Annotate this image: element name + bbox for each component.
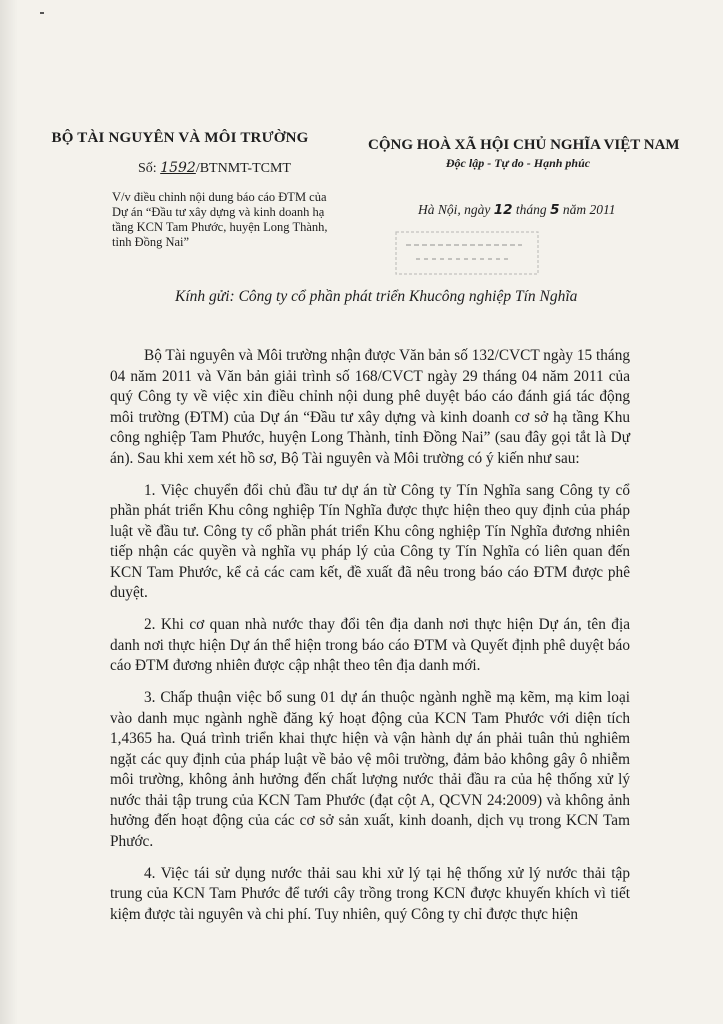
faded-stamp [392, 228, 542, 278]
subject-line: Dự án “Đầu tư xây dựng và kinh doanh hạ [112, 205, 325, 219]
document-number-handwritten: 1592 [160, 160, 196, 176]
national-motto: Độc lập - Tự do - Hạnh phúc [445, 156, 591, 170]
body-paragraph: Bộ Tài nguyên và Môi trường nhận được Văn bản số 132/CVCT ngày 15 tháng 04 năm 2011 và Văn bản giải trình số 168/CVCT ngày 29 tháng 04 năm 2011 của quý Công ty về việc xin điều chỉnh nội dung phê duyệt báo cáo đánh giá tác động môi trường (ĐTM) của Dự án “Đầu tư xây dựng và kinh doanh cơ sở hạ tầng Khu công nghiệp Tam Phước, huyện Long Thành, tỉnh Đồng Nai” (sau đây gọi tắt là Dự án). Sau khi xem xét hồ sơ, Bộ Tài nguyên và Môi trường có ý kiến như sau: [110, 347, 630, 467]
scan-speck [40, 12, 44, 14]
subject-block [112, 190, 412, 250]
date-prefix: Hà Nội, ngày [418, 202, 491, 217]
subject-line: tầng KCN Tam Phước, huyện Long Thành, [112, 220, 328, 234]
date-month-handwritten: 5 [550, 202, 560, 218]
letter-body [110, 346, 630, 937]
document-number-label: Số: [138, 161, 157, 176]
greeting: Kính gửi: Công ty cổ phần phát triển Khucông nghiệp Tín Nghĩa [175, 288, 578, 305]
date-year: năm 2011 [562, 202, 616, 217]
document-number [138, 160, 291, 177]
ministry-name: BỘ TÀI NGUYÊN VÀ MÔI TRƯỜNG [51, 130, 309, 146]
body-paragraph: 4. Việc tái sử dụng nước thải sau khi xử lý tại hệ thống xử lý nước thải tập trung của KCN Tam Phước để tưới cây trồng trong KCN được khuyến khích vì tiết kiệm được tài nguyên và chi phí. Tuy nhiên, quý Công ty chỉ được thực hiện [110, 864, 630, 923]
document-number-suffix: /BTNMT-TCMT [195, 161, 291, 176]
body-paragraph: 3. Chấp thuận việc bổ sung 01 dự án thuộc ngành nghề mạ kẽm, mạ kim loại vào danh mục ngành nghề đăng ký hoạt động của KCN Tam Phước với diện tích 1,4365 ha. Quá trình triển khai thực hiện và vận hành dự án phải tuân thủ nghiêm ngặt các quy định của pháp luật về bảo vệ môi trường, đảm bảo không gây ô nhiễm môi trường, không ảnh hưởng đến chất lượng nước thải đầu ra của hệ thống xử lý nước thải tập trung của KCN Tam Phước (đạt cột A, QCVN 24:2009) và không ảnh hưởng đến hoạt động của các cơ sở sản xuất, kinh doanh, dịch vụ trong KCN Tam Phước. [110, 689, 630, 850]
body-paragraph: 2. Khi cơ quan nhà nước thay đổi tên địa danh nơi thực hiện Dự án, tên địa danh nơi thực hiện Dự án thể hiện trong báo cáo ĐTM và Quyết định phê duyệt báo cáo ĐTM đương nhiên được cập nhật theo tên địa danh mới. [110, 616, 630, 674]
republic-name: CỘNG HOÀ XÃ HỘI CHỦ NGHĨA VIỆT NAM [368, 137, 680, 153]
scan-shadow [0, 0, 18, 1024]
subject-line: tỉnh Đồng Nai” [112, 235, 190, 249]
date-day-handwritten: 12 [493, 202, 513, 218]
body-paragraph: 1. Việc chuyển đổi chủ đầu tư dự án từ Công ty Tín Nghĩa sang Công ty cổ phần phát triển Khu công nghiệp Tín Nghĩa được thực hiện theo quy định của pháp luật về đầu tư. Công ty cổ phần phát triển Khu công nghiệp Tín Nghĩa đương nhiên tiếp nhận các quyền và nghĩa vụ pháp lý của Công ty Tín Nghĩa có liên quan đến KCN Tam Phước, kể cả các cam kết, đề xuất đã nêu trong báo cáo ĐTM được phê duyệt. [110, 481, 630, 601]
issue-date [418, 202, 615, 218]
subject-line: V/v điều chỉnh nội dung báo cáo ĐTM của [112, 190, 327, 204]
date-month-label: tháng [515, 202, 547, 217]
